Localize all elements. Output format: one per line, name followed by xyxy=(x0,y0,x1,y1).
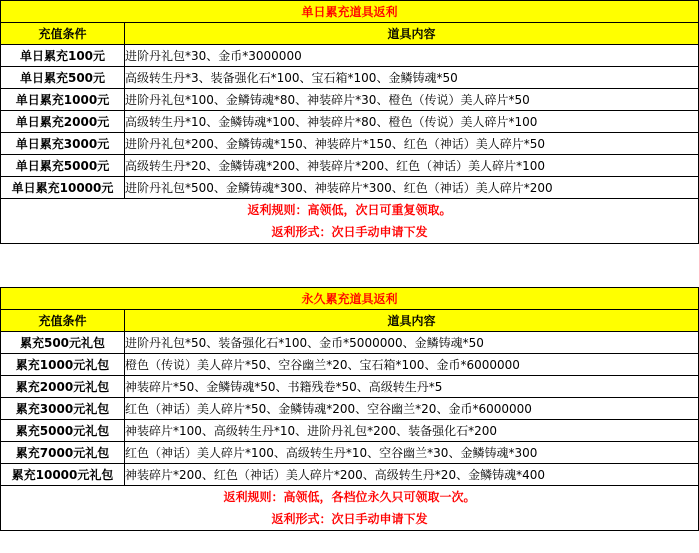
row-condition: 累充1000元礼包 xyxy=(1,354,125,376)
rebate-rule-text: 返利规则：高领低，各档位永久只可领取一次。 xyxy=(223,490,476,504)
row-condition: 单日累充2000元 xyxy=(1,111,125,133)
row-items: 进阶丹礼包*100、金鳞铸魂*80、神装碎片*30、橙色（传说）美人碎片*50 xyxy=(125,89,699,111)
rebate-form-text: 返利形式：次日手动申请下发 xyxy=(271,225,428,239)
table-row xyxy=(1,464,699,486)
permanent-table-title: 永久累充道具返利 xyxy=(1,288,699,310)
row-items: 高级转生丹*20、金鳞铸魂*200、神装碎片*200、红色（神话）美人碎片*100 xyxy=(125,155,699,177)
table-row xyxy=(1,332,699,354)
row-condition: 累充3000元礼包 xyxy=(1,398,125,420)
table-row xyxy=(1,155,699,177)
row-condition: 单日累充3000元 xyxy=(1,133,125,155)
table-row xyxy=(1,67,699,89)
table-row xyxy=(1,354,699,376)
table-title-row xyxy=(1,288,699,310)
row-items: 橙色（传说）美人碎片*50、空谷幽兰*20、宝石箱*100、金币*6000000 xyxy=(125,354,699,376)
row-items: 高级转生丹*10、金鳞铸魂*100、神装碎片*80、橙色（传说）美人碎片*100 xyxy=(125,111,699,133)
header-condition: 充值条件 xyxy=(1,23,125,45)
daily-table-title: 单日累充道具返利 xyxy=(1,1,699,23)
table-row xyxy=(1,398,699,420)
table-title-row xyxy=(1,1,699,23)
row-condition: 累充2000元礼包 xyxy=(1,376,125,398)
row-condition: 累充10000元礼包 xyxy=(1,464,125,486)
row-condition: 累充500元礼包 xyxy=(1,332,125,354)
table-row xyxy=(1,420,699,442)
daily-notes xyxy=(1,199,699,244)
header-items: 道具内容 xyxy=(125,23,699,45)
row-items: 神装碎片*200、红色（神话）美人碎片*200、高级转生丹*20、金鳞铸魂*400 xyxy=(125,464,699,486)
row-items: 进阶丹礼包*30、金币*3000000 xyxy=(125,45,699,67)
row-items: 进阶丹礼包*200、金鳞铸魂*150、神装碎片*150、红色（神话）美人碎片*50 xyxy=(125,133,699,155)
row-condition: 单日累充100元 xyxy=(1,45,125,67)
notes-row xyxy=(1,486,699,531)
permanent-rebate-table xyxy=(0,287,699,531)
table-row xyxy=(1,111,699,133)
notes-row xyxy=(1,199,699,244)
table-row xyxy=(1,177,699,199)
table-row xyxy=(1,133,699,155)
row-condition: 单日累充5000元 xyxy=(1,155,125,177)
table-row xyxy=(1,376,699,398)
table-row xyxy=(1,442,699,464)
row-items: 红色（神话）美人碎片*100、高级转生丹*10、空谷幽兰*30、金鳞铸魂*300 xyxy=(125,442,699,464)
row-items: 高级转生丹*3、装备强化石*100、宝石箱*100、金鳞铸魂*50 xyxy=(125,67,699,89)
row-condition: 单日累充1000元 xyxy=(1,89,125,111)
row-items: 神装碎片*50、金鳞铸魂*50、书籍残卷*50、高级转生丹*5 xyxy=(125,376,699,398)
row-condition: 累充7000元礼包 xyxy=(1,442,125,464)
header-items: 道具内容 xyxy=(125,310,699,332)
table-header-row xyxy=(1,23,699,45)
row-condition: 单日累充10000元 xyxy=(1,177,125,199)
daily-rebate-table xyxy=(0,0,699,244)
permanent-notes xyxy=(1,486,699,531)
rebate-form-text: 返利形式：次日手动申请下发 xyxy=(271,512,428,526)
table-header-row xyxy=(1,310,699,332)
row-condition: 累充5000元礼包 xyxy=(1,420,125,442)
rebate-rule-text: 返利规则：高领低，次日可重复领取。 xyxy=(247,203,452,217)
table-row xyxy=(1,89,699,111)
row-items: 进阶丹礼包*50、装备强化石*100、金币*5000000、金鳞铸魂*50 xyxy=(125,332,699,354)
row-condition: 单日累充500元 xyxy=(1,67,125,89)
row-items: 进阶丹礼包*500、金鳞铸魂*300、神装碎片*300、红色（神话）美人碎片*200 xyxy=(125,177,699,199)
table-row xyxy=(1,45,699,67)
row-items: 红色（神话）美人碎片*50、金鳞铸魂*200、空谷幽兰*20、金币*6000000 xyxy=(125,398,699,420)
header-condition: 充值条件 xyxy=(1,310,125,332)
row-items: 神装碎片*100、高级转生丹*10、进阶丹礼包*200、装备强化石*200 xyxy=(125,420,699,442)
